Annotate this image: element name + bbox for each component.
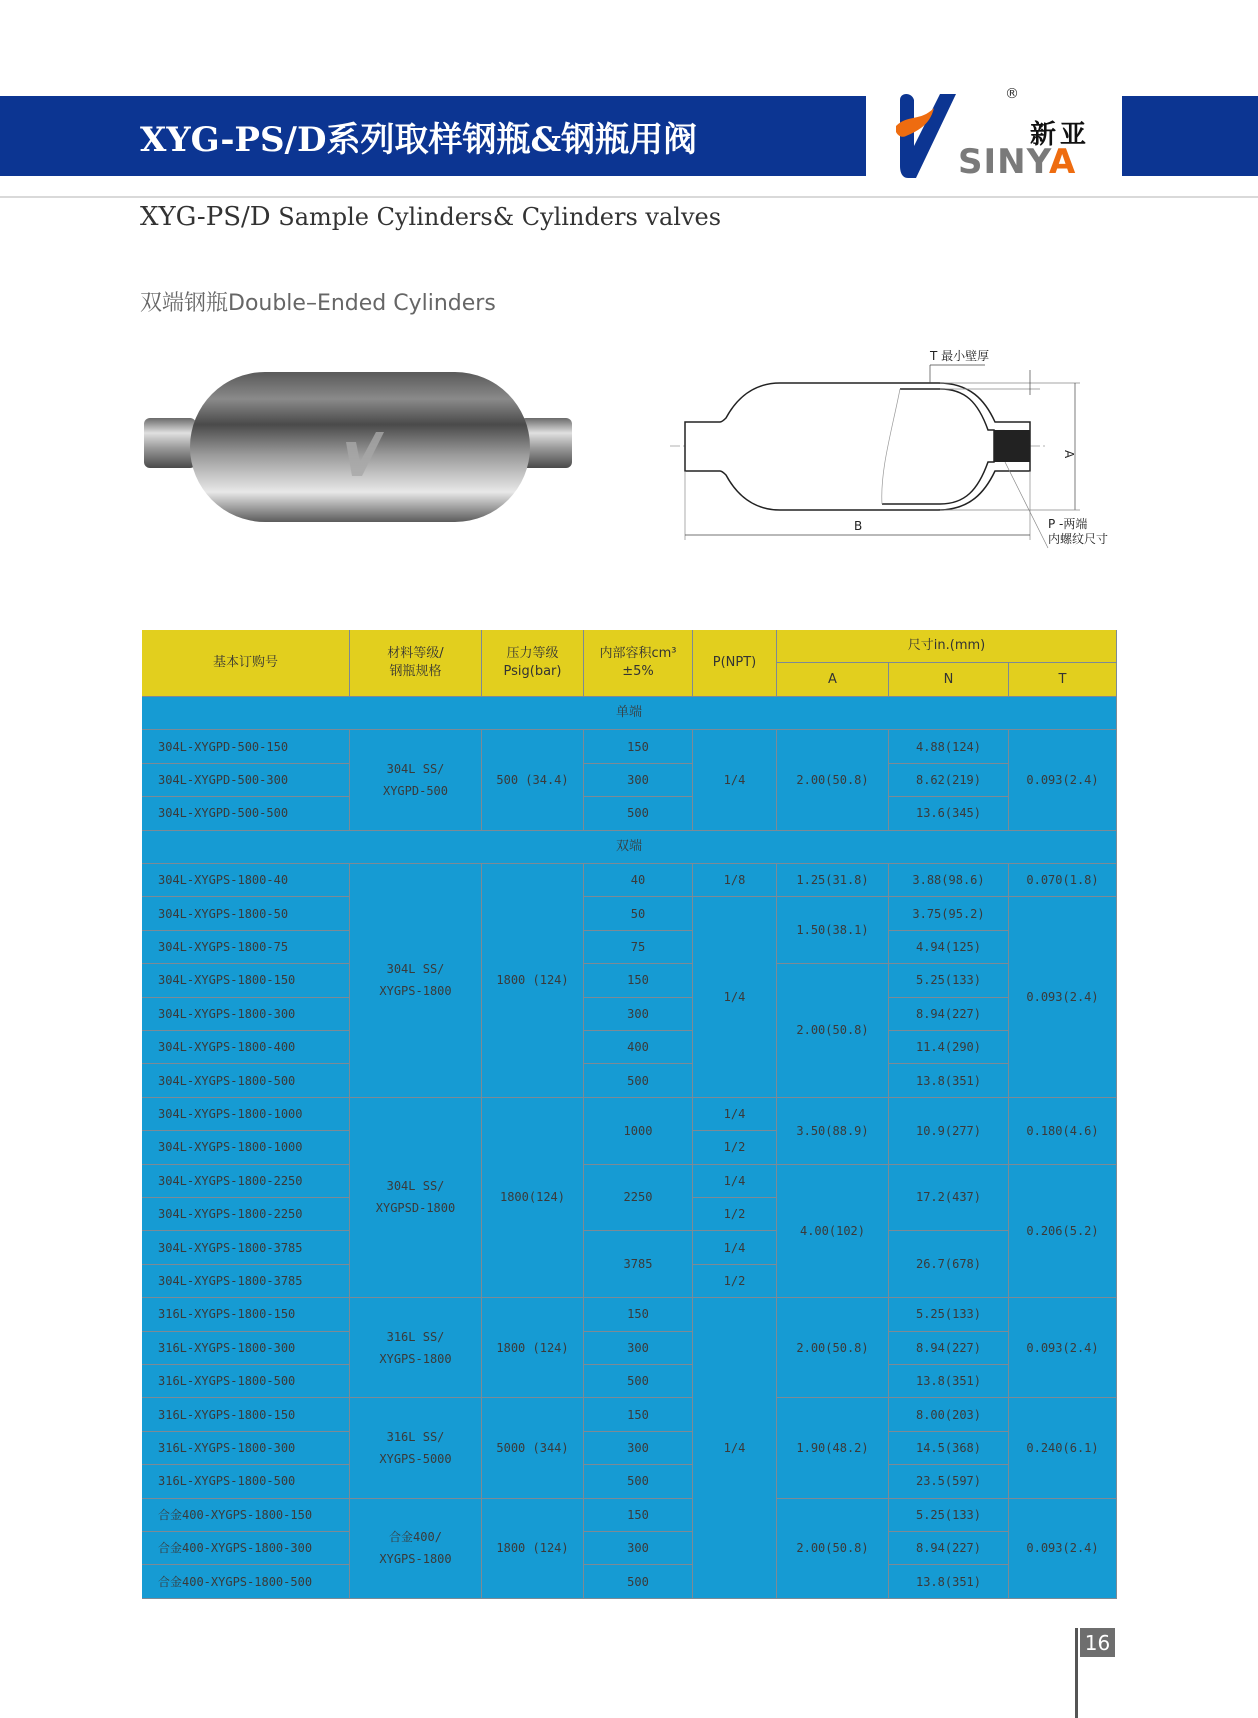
volume-cell: 3785 xyxy=(584,1231,693,1298)
dim-n-cell: 13.8(351) xyxy=(889,1064,1009,1097)
dim-n-cell: 5.25(133) xyxy=(889,1499,1009,1532)
header-material-text xyxy=(387,645,443,681)
p-npt-cell: 1/8 xyxy=(693,864,777,897)
volume-cell: 400 xyxy=(584,1031,693,1064)
material-text-line1: 合金400/ xyxy=(389,1530,442,1545)
volume-cell: 150 xyxy=(584,1499,693,1532)
header-volume-text xyxy=(599,645,676,681)
pressure-cell: 1800 (124) xyxy=(482,864,584,1098)
volume-cell: 300 xyxy=(584,1532,693,1565)
material-text-line2: XYGPS-1800 xyxy=(379,1351,452,1366)
volume-cell: 500 xyxy=(584,1064,693,1097)
header-material xyxy=(350,630,482,697)
material-text-line2: XYGPSD-1800 xyxy=(375,1201,456,1216)
order-number-cell: 304L-XYGPS-1800-50 xyxy=(142,897,350,930)
material-text-line1: 304L SS/ xyxy=(386,962,445,977)
order-number-cell: 304L-XYGPS-1800-300 xyxy=(142,998,350,1031)
subtitle-model: XYG-PS/D xyxy=(140,202,271,232)
material-text xyxy=(379,1426,451,1470)
volume-cell: 150 xyxy=(584,1298,693,1331)
dim-n-cell: 3.88(98.6) xyxy=(889,864,1009,897)
volume-cell: 300 xyxy=(584,764,693,797)
dim-t-cell: 0.180(4.6) xyxy=(1009,1098,1117,1165)
p-npt-cell: 1/4 xyxy=(693,1165,777,1198)
dim-t-cell: 0.093(2.4) xyxy=(1009,1499,1117,1599)
pressure-cell: 1800 (124) xyxy=(482,1298,584,1398)
header-material-text-line2: 钢瓶规格 xyxy=(389,664,442,679)
p-npt-cell: 1/2 xyxy=(693,1131,777,1164)
material-cell xyxy=(350,1098,482,1298)
order-number-cell: 304L-XYGPD-500-500 xyxy=(142,797,350,830)
drawing-label-p-line2: 内螺纹尺寸 xyxy=(1048,532,1109,546)
p-npt-cell: 1/2 xyxy=(693,1198,777,1231)
material-text-line1: 304L SS/ xyxy=(386,761,445,776)
material-cell xyxy=(350,864,482,1098)
volume-cell: 500 xyxy=(584,1365,693,1398)
pressure-cell: 500 (34.4) xyxy=(482,730,584,830)
registered-mark: ® xyxy=(1005,86,1019,102)
order-number-cell: 合金400-XYGPS-1800-150 xyxy=(142,1499,350,1532)
p-npt-cell: 1/4 xyxy=(693,1231,777,1264)
header-volume-text-line1: 内部容积cm³ xyxy=(599,646,677,661)
order-number-cell: 316L-XYGPS-1800-150 xyxy=(142,1298,350,1331)
material-text-line1: 316L SS/ xyxy=(386,1429,445,1444)
logo-name-cn: 新亚 xyxy=(1030,120,1091,150)
drawing-label-t: T 最小壁厚 xyxy=(930,349,990,363)
subtitle-text: Sample Cylinders& Cylinders valves xyxy=(270,203,722,231)
volume-cell: 300 xyxy=(584,1432,693,1465)
order-number-cell: 304L-XYGPS-1800-400 xyxy=(142,1031,350,1064)
volume-cell: 150 xyxy=(584,730,693,763)
dim-a-cell: 1.50(38.1) xyxy=(777,897,889,964)
volume-cell: 40 xyxy=(584,864,693,897)
material-text xyxy=(379,1326,451,1370)
dim-n-cell: 8.62(219) xyxy=(889,764,1009,797)
volume-cell: 300 xyxy=(584,1332,693,1365)
dim-n-cell: 8.94(227) xyxy=(889,1332,1009,1365)
dim-n-cell: 13.8(351) xyxy=(889,1565,1009,1598)
order-number-cell: 304L-XYGPS-1800-2250 xyxy=(142,1165,350,1198)
p-npt-cell: 1/4 xyxy=(693,897,777,1097)
header-pressure-text xyxy=(504,645,562,681)
header-volume-text-line2: ±5% xyxy=(622,664,654,679)
header-dimensions: 尺寸in.(mm) xyxy=(777,630,1117,663)
dim-n-cell: 8.94(227) xyxy=(889,1532,1009,1565)
dim-n-cell: 4.88(124) xyxy=(889,730,1009,763)
cylinder-cross-section-drawing xyxy=(660,330,1120,560)
dim-a-cell: 1.25(31.8) xyxy=(777,864,889,897)
p-npt-cell: 1/2 xyxy=(693,1265,777,1298)
drawing-label-a: A xyxy=(1062,450,1076,459)
volume-cell: 500 xyxy=(584,1465,693,1498)
dim-t-cell: 0.206(5.2) xyxy=(1009,1165,1117,1299)
p-npt-cell: 1/4 xyxy=(693,1098,777,1131)
order-number-cell: 316L-XYGPS-1800-300 xyxy=(142,1432,350,1465)
material-cell xyxy=(350,1398,482,1498)
dim-n-cell: 17.2(437) xyxy=(889,1165,1009,1232)
dim-n-cell: 13.8(351) xyxy=(889,1365,1009,1398)
volume-cell: 2250 xyxy=(584,1165,693,1232)
order-number-cell: 316L-XYGPS-1800-500 xyxy=(142,1365,350,1398)
dim-n-cell: 23.5(597) xyxy=(889,1465,1009,1498)
section-title: 双端钢瓶Double–Ended Cylinders xyxy=(140,291,496,316)
group-row-single-ended: 单端 xyxy=(142,697,1117,730)
header-p-npt: P(NPT) xyxy=(693,630,777,697)
material-text xyxy=(379,958,451,1002)
dim-n-cell: 5.25(133) xyxy=(889,964,1009,997)
page-number: 16 xyxy=(1080,1628,1115,1657)
drawing-label-p-line1: P -两端 xyxy=(1048,517,1088,531)
dim-n-cell: 26.7(678) xyxy=(889,1231,1009,1298)
dim-n-cell: 8.00(203) xyxy=(889,1398,1009,1431)
material-cell xyxy=(350,730,482,830)
material-text-line1: 316L SS/ xyxy=(386,1329,445,1344)
volume-cell: 500 xyxy=(584,1565,693,1598)
dim-a-cell: 4.00(102) xyxy=(777,1165,889,1299)
order-number-cell: 304L-XYGPD-500-150 xyxy=(142,730,350,763)
order-number-cell: 304L-XYGPS-1800-75 xyxy=(142,931,350,964)
order-number-cell: 316L-XYGPS-1800-500 xyxy=(142,1465,350,1498)
header-n: N xyxy=(889,663,1009,697)
dim-a-cell: 2.00(50.8) xyxy=(777,730,889,830)
header-pressure-text-line1: 压力等级 xyxy=(506,646,559,661)
order-number-cell: 304L-XYGPS-1800-500 xyxy=(142,1064,350,1097)
company-logo xyxy=(890,86,1120,186)
dim-a-cell: 2.00(50.8) xyxy=(777,1298,889,1398)
logo-name-en xyxy=(958,142,1076,182)
material-text-line1: 304L SS/ xyxy=(386,1179,445,1194)
material-cell xyxy=(350,1298,482,1398)
volume-cell: 500 xyxy=(584,797,693,830)
order-number-cell: 304L-XYGPS-1800-40 xyxy=(142,864,350,897)
material-cell xyxy=(350,1499,482,1599)
header-divider xyxy=(0,196,1258,198)
order-number-cell: 合金400-XYGPS-1800-300 xyxy=(142,1532,350,1565)
material-text xyxy=(379,1526,451,1570)
order-number-cell: 304L-XYGPS-1800-2250 xyxy=(142,1198,350,1231)
volume-cell: 150 xyxy=(584,964,693,997)
order-number-cell: 304L-XYGPS-1800-3785 xyxy=(142,1231,350,1264)
material-text xyxy=(376,1175,455,1219)
page-subtitle xyxy=(140,202,721,232)
header-a: A xyxy=(777,663,889,697)
header-order-no: 基本订购号 xyxy=(142,630,350,697)
volume-cell: 1000 xyxy=(584,1098,693,1165)
volume-cell: 150 xyxy=(584,1398,693,1431)
order-number-cell: 合金400-XYGPS-1800-500 xyxy=(142,1565,350,1598)
logo-name-en-accent: A xyxy=(1048,142,1077,182)
material-text-line2: XYGPS-5000 xyxy=(379,1451,452,1466)
dim-n-cell: 10.9(277) xyxy=(889,1098,1009,1165)
group-row-double-ended: 双端 xyxy=(142,831,1117,864)
drawing-label-b: B xyxy=(854,519,863,533)
volume-cell: 50 xyxy=(584,897,693,930)
dim-a-cell: 2.00(50.8) xyxy=(777,964,889,1098)
order-number-cell: 316L-XYGPS-1800-300 xyxy=(142,1332,350,1365)
dim-a-cell: 1.90(48.2) xyxy=(777,1398,889,1498)
dim-t-cell: 0.093(2.4) xyxy=(1009,897,1117,1097)
p-npt-cell: 1/4 xyxy=(693,1298,777,1599)
volume-cell: 75 xyxy=(584,931,693,964)
material-text-line2: XYGPD-500 xyxy=(382,783,449,798)
dim-n-cell: 3.75(95.2) xyxy=(889,897,1009,930)
order-number-cell: 316L-XYGPS-1800-150 xyxy=(142,1398,350,1431)
dim-n-cell: 4.94(125) xyxy=(889,931,1009,964)
cylinder-photo xyxy=(140,360,580,530)
pressure-cell: 5000 (344) xyxy=(482,1398,584,1498)
pressure-cell: 1800(124) xyxy=(482,1098,584,1298)
header-volume xyxy=(584,630,693,697)
pressure-cell: 1800 (124) xyxy=(482,1499,584,1599)
logo-name-en-main: SINY xyxy=(958,142,1049,182)
header-t: T xyxy=(1009,663,1117,697)
material-text xyxy=(383,758,448,802)
dim-a-cell: 2.00(50.8) xyxy=(777,1499,889,1599)
dim-n-cell: 8.94(227) xyxy=(889,998,1009,1031)
order-number-cell: 304L-XYGPD-500-300 xyxy=(142,764,350,797)
order-number-cell: 304L-XYGPS-1800-1000 xyxy=(142,1098,350,1131)
dim-n-cell: 14.5(368) xyxy=(889,1432,1009,1465)
dim-n-cell: 5.25(133) xyxy=(889,1298,1009,1331)
dim-t-cell: 0.070(1.8) xyxy=(1009,864,1117,897)
dim-a-cell: 3.50(88.9) xyxy=(777,1098,889,1165)
header-material-text-line1: 材料等级/ xyxy=(387,646,444,661)
dim-t-cell: 0.093(2.4) xyxy=(1009,1298,1117,1398)
order-number-cell: 304L-XYGPS-1800-1000 xyxy=(142,1131,350,1164)
page-title: XYG-PS/D系列取样钢瓶&钢瓶用阀 xyxy=(140,120,698,160)
dim-n-cell: 13.6(345) xyxy=(889,797,1009,830)
dim-t-cell: 0.240(6.1) xyxy=(1009,1398,1117,1498)
order-number-cell: 304L-XYGPS-1800-150 xyxy=(142,964,350,997)
spec-table xyxy=(142,630,1117,1600)
material-text-line2: XYGPS-1800 xyxy=(379,984,452,999)
material-text-line2: XYGPS-1800 xyxy=(379,1552,452,1567)
sinya-logo-mark-icon xyxy=(890,86,960,186)
dim-t-cell: 0.093(2.4) xyxy=(1009,730,1117,830)
title-banner-right xyxy=(1122,96,1258,176)
header-pressure xyxy=(482,630,584,697)
p-npt-cell: 1/4 xyxy=(693,730,777,830)
header-pressure-text-line2: Psig(bar) xyxy=(503,664,562,679)
page-marker-line xyxy=(1075,1628,1078,1718)
order-number-cell: 304L-XYGPS-1800-3785 xyxy=(142,1265,350,1298)
dim-n-cell: 11.4(290) xyxy=(889,1031,1009,1064)
volume-cell: 300 xyxy=(584,998,693,1031)
